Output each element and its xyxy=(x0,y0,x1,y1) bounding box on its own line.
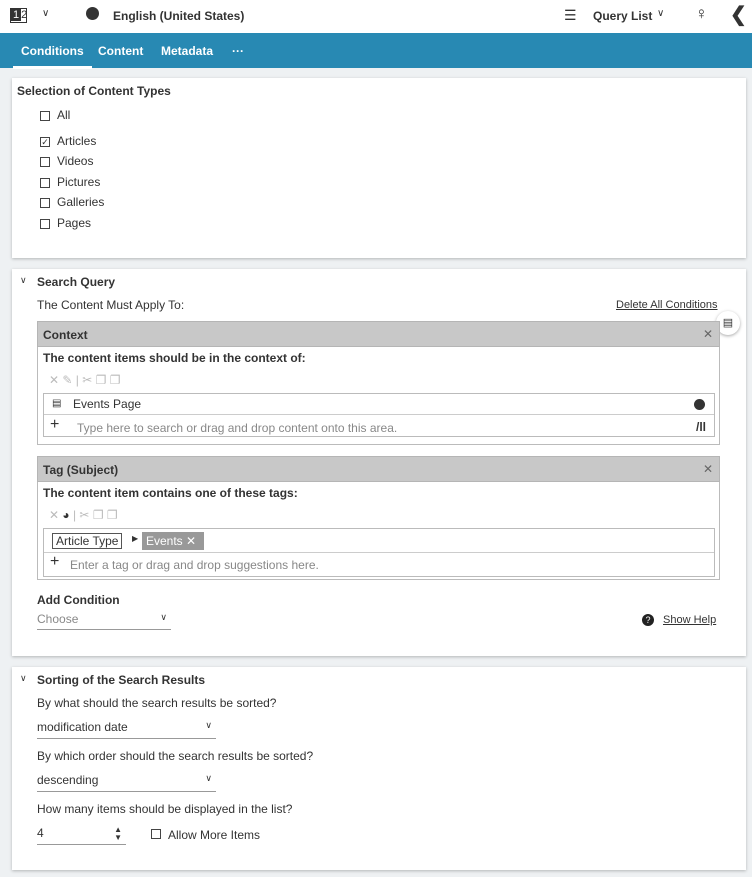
condition-title: Tag (Subject) xyxy=(43,463,119,477)
section-title: Sorting of the Search Results xyxy=(37,673,206,687)
checkbox-galleries[interactable] xyxy=(40,198,50,208)
close-icon[interactable]: ✕ xyxy=(702,462,713,476)
apply-to-label: The Content Must Apply To: xyxy=(37,298,185,312)
tag-condition-body xyxy=(37,482,720,580)
condition-desc: The content items should be in the context of: xyxy=(43,351,306,365)
checkbox-label: Videos xyxy=(57,154,94,168)
checkbox-label: Pages xyxy=(57,216,92,230)
remove-icon: ✕ ◕ | ✂ ❐ ❐ xyxy=(49,508,118,522)
item-count-label: How many items should be displayed in the list? xyxy=(37,802,293,816)
checkbox-pages[interactable] xyxy=(40,219,50,229)
delete-all-conditions-link[interactable]: Delete All Conditions xyxy=(616,299,718,311)
globe-icon xyxy=(86,7,99,20)
checkbox-videos[interactable] xyxy=(40,157,50,167)
section-title: Selection of Content Types xyxy=(17,84,171,98)
chevron-down-icon[interactable]: ∨ xyxy=(657,8,665,19)
add-condition-select[interactable]: Choose ∨ xyxy=(37,612,171,630)
tab-more[interactable]: ··· xyxy=(232,44,244,58)
add-condition-label: Add Condition xyxy=(37,593,120,607)
sort-order-label: By which order should the search results be sorted? xyxy=(37,749,314,763)
top-bar xyxy=(0,0,752,33)
sorting-panel xyxy=(12,667,746,870)
add-comment-icon[interactable]: ▤ xyxy=(716,311,740,335)
checkbox-articles[interactable]: ✓ xyxy=(41,137,49,147)
tag-label: Events xyxy=(146,534,183,548)
show-help-link[interactable]: Show Help xyxy=(663,614,717,626)
tag-input[interactable]: Enter a tag or drag and drop suggestions here. xyxy=(70,558,319,572)
numbering-icon[interactable]: 1 2 xyxy=(10,8,27,23)
sort-by-label: By what should the search results be sorted? xyxy=(37,696,277,710)
section-title: Search Query xyxy=(37,275,116,289)
remove-icon: ✕ ✎ | ✂ ❐ ❐ xyxy=(49,373,121,387)
chevron-down-icon[interactable]: ∨ xyxy=(20,275,27,285)
checkbox-all[interactable] xyxy=(40,111,50,121)
tab-conditions[interactable]: Conditions xyxy=(21,44,84,58)
context-search-input[interactable]: Type here to search or drag and drop content onto this area. xyxy=(77,421,398,435)
lightbulb-icon[interactable]: ♀ xyxy=(695,4,708,23)
chevron-down-icon[interactable]: ∨ xyxy=(20,673,27,683)
search-query-panel xyxy=(12,269,746,656)
sort-by-select[interactable]: modification date ∨ xyxy=(37,720,216,739)
checkbox-label: All xyxy=(57,108,71,122)
close-icon[interactable]: ✕ xyxy=(702,327,713,341)
chevron-down-icon[interactable]: ∨ xyxy=(42,8,50,19)
plus-icon[interactable]: + xyxy=(50,416,60,433)
condition-title: Context xyxy=(43,328,88,342)
context-item[interactable]: Events Page xyxy=(73,397,142,411)
tab-metadata[interactable]: Metadata xyxy=(161,44,214,58)
item-count-stepper[interactable]: 4 ▲ ▼ xyxy=(37,826,126,845)
tag-path-parent: Article Type xyxy=(52,533,122,549)
language-label[interactable]: English (United States) xyxy=(113,9,245,23)
allow-more-checkbox[interactable] xyxy=(151,829,161,839)
checkbox-pictures[interactable] xyxy=(40,178,50,188)
view-selector[interactable]: Query List xyxy=(593,9,653,23)
collapse-icon[interactable]: ❮ xyxy=(730,4,747,26)
library-icon[interactable]: /ll xyxy=(695,420,706,434)
plus-icon[interactable]: + xyxy=(50,553,60,570)
allow-more-label: Allow More Items xyxy=(168,828,261,842)
context-field xyxy=(43,393,715,437)
remove-tag-icon[interactable]: ✕ xyxy=(186,534,197,548)
context-condition-body xyxy=(37,347,720,445)
context-condition-header xyxy=(37,321,720,347)
help-icon: ? xyxy=(642,614,654,626)
tag-condition-header xyxy=(37,456,720,482)
tab-content[interactable]: Content xyxy=(98,44,144,58)
page-icon: ▤ xyxy=(52,398,62,409)
globe-icon xyxy=(694,399,705,410)
checkbox-label: Pictures xyxy=(57,175,101,189)
tag-field xyxy=(43,528,715,577)
tab-bar xyxy=(0,33,752,68)
checkbox-label: Articles xyxy=(57,134,97,148)
caret-right-icon: ▶ xyxy=(132,534,139,543)
condition-desc: The content item contains one of these tags: xyxy=(43,486,298,500)
tag-chip xyxy=(142,532,204,550)
query-list-icon: ☰ xyxy=(564,7,577,23)
sort-order-select[interactable]: descending ∨ xyxy=(37,773,216,792)
checkbox-label: Galleries xyxy=(57,195,105,209)
content-types-panel xyxy=(12,78,746,258)
